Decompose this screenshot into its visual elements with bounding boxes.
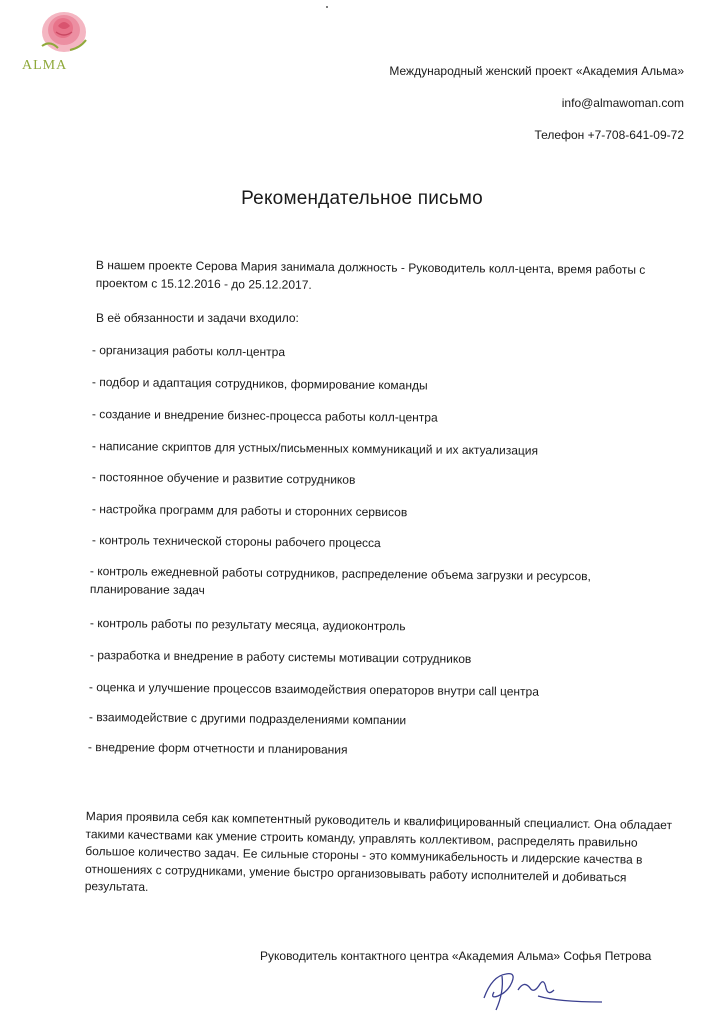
intro-paragraph: В нашем проекте Серова Мария занимала должность - Руководитель колл-цента, время работы с проектом с 15.12.2016 - до 25.12.2017. (95, 257, 646, 292)
alma-logo (18, 6, 102, 78)
rose-icon (28, 6, 100, 62)
scan-speck (326, 6, 328, 8)
conclusion-paragraph: Мария проявила себя как компетентный руководитель и квалифицированный специалист. Она обладает такими качествами как умение строить команду, управлять коллективом, распределять правильно большое количество задач. Ее сильные стороны - это коммуникабельность и лидерские качества в отношениях с сотрудниками, умение быстро организовывать работу исполнителей и добиваться результата. (84, 808, 673, 894)
duty-item: - написание скриптов для устных/письменных коммуникаций и их актуализация (91, 438, 539, 458)
duty-item: - подбор и адаптация сотрудников, формирование команды (91, 374, 428, 393)
duty-item: - организация работы колл-центра (91, 342, 286, 360)
duty-item: - настройка программ для работы и сторонних сервисов (91, 501, 408, 520)
letter-title: Рекомендательное письмо (241, 188, 483, 209)
duty-item: - создание и внедрение бизнес-процесса работы колл-центра (91, 406, 438, 425)
signatory-line: Руководитель контактного центра «Академия Альма» Софья Петрова (260, 949, 652, 963)
duty-item: - контроль ежедневной работы сотрудников, распределение объема загрузки и ресурсов, (89, 563, 591, 584)
duty-item: - контроль технической стороны рабочего процесса (91, 532, 381, 551)
contact-email: info@almawoman.com (561, 96, 684, 110)
duty-item: - постоянное обучение и развитие сотрудников (91, 469, 356, 487)
duty-item: - разработка и внедрение в работу системы мотивации сотрудников (89, 647, 472, 666)
handwritten-signature (478, 968, 606, 1014)
duty-item: - внедрение форм отчетности и планирования (87, 739, 348, 757)
duty-item: - оценка и улучшение процессов взаимодействия операторов внутри call центра (88, 679, 539, 699)
contact-phone: Телефон +7-708-641-09-72 (534, 128, 684, 142)
duty-item-continued: планирование задач (89, 581, 205, 598)
logo-wordmark: ALMA (22, 58, 68, 73)
duties-heading: В её обязанности и задачи входило: (96, 311, 299, 325)
duty-item: - взаимодействие с другими подразделениями компании (88, 709, 407, 728)
project-name: Международный женский проект «Академия Альма» (389, 64, 684, 78)
duty-item: - контроль работы по результату месяца, аудиоконтроль (89, 615, 406, 634)
